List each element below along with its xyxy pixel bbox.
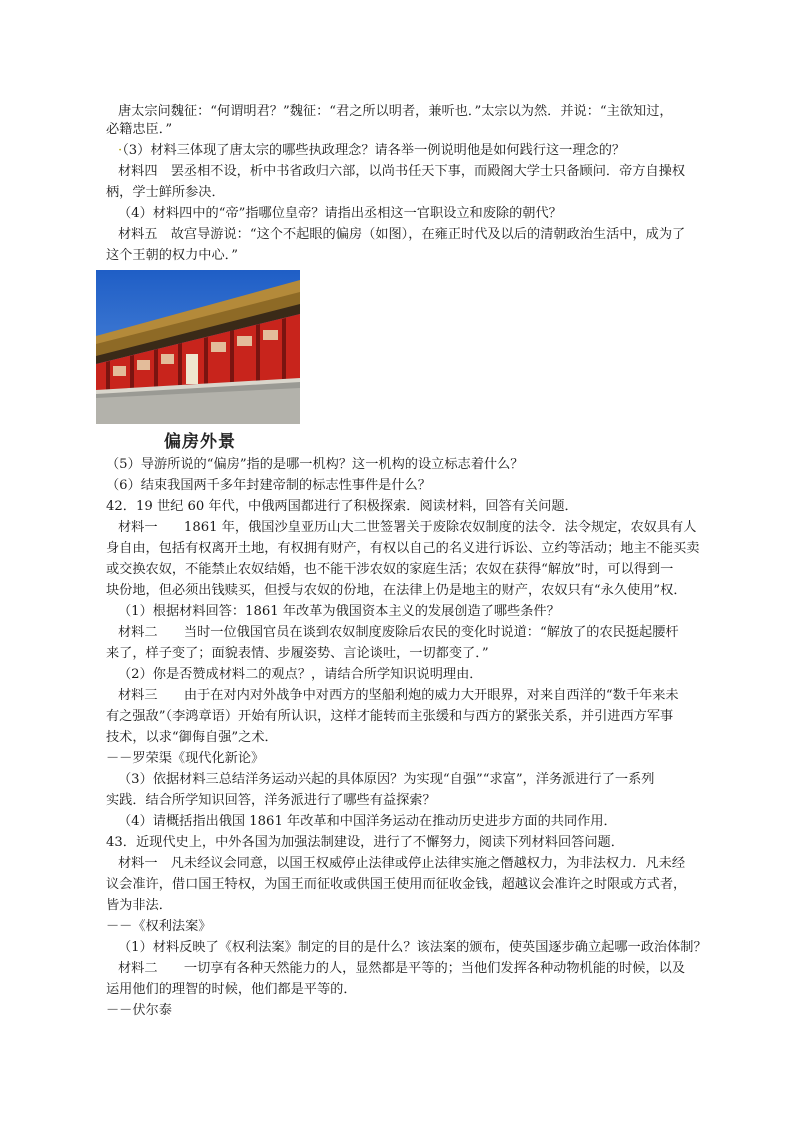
text-line: 材料五 故宫导游说：“这个不起眼的偏房（如图），在雍正时代及以后的清朝政治生活中，成为了 [118,227,686,242]
text-line [118,142,625,160]
text-line: 或交换农奴，不能禁止农奴结婚，也不能干涉农奴的家庭生活；农奴在获得“解放”时，可以得到一 [106,562,674,577]
text-line: （3）依据材料三总结洋务运动兴起的具体原因？为实现“自强”“求富”，洋务派进行了一系列 [118,772,655,787]
text-line: 块份地，但必须出钱赎买，但授与农奴的份地，在法律上仍是地主的财产，农奴只有“永久使用”权． [106,583,687,598]
text-line: 材料四 罢丞相不设，析中书省政归六部，以尚书任天下事，而殿阁大学士只备顾问．帝方自操权 [118,164,686,179]
text-line: －－《权利法案》 [106,919,212,934]
text-line: （5）导游所说的“偏房”指的是哪一机构？这一机构的设立标志着什么？ [106,457,524,472]
text-line: 技术，以求“御侮自强”之术． [106,730,278,745]
text-line: （1）材料反映了《权利法案》制定的目的是什么？该法案的颁布，使英国逐步确立起哪一政治体制？ [118,940,707,955]
text-line: 材料一 1861 年，俄国沙皇亚历山大二世签署关于废除农奴制度的法令．法令规定，农奴具有人 [118,520,697,535]
text-line: 有之强敌”（李鸿章语）开始有所认识，这样才能转而主张缓和与西方的紧张关系，并引进西方军事 [106,709,674,724]
text-line: 42．19 世纪 60 年代，中俄两国都进行了积极探索．阅读材料，回答有关问题． [106,499,578,514]
text-line: （2）你是否赞成材料二的观点？，请结合所学知识说明理由． [118,667,483,682]
text-line: 这个王朝的权力中心．” [106,248,239,263]
text-line: －－罗荣渠《现代化新论》 [106,751,265,766]
text-line: （4）请概括指出俄国 1861 年改革和中国洋务运动在推动历史进步方面的共同作用． [118,814,617,829]
bullet-dot: · [118,143,123,158]
text-line: 必籍忠臣．” [106,122,173,137]
text-line: 唐太宗问魏征：“何谓明君？”魏征：“君之所以明者，兼听也．”太宗以为然．并说：“主欲知过， [118,104,673,119]
question-text: （3）材料三体现了唐太宗的哪些执政理念？请各举一例说明他是如何践行这一理念的？ [122,143,626,158]
text-line: 运用他们的理智的时候，他们都是平等的． [106,982,357,997]
figure-caption-text: 偏房外景 [164,432,236,452]
text-line: 议会准许，借口国王特权，为国王而征收或供国王使用而征收金钱，超越议会准许之时限或方式者， [106,877,687,892]
building-photo-svg [96,270,300,424]
text-line: 材料二 当时一位俄国官员在谈到农奴制度废除后农民的变化时说道：“解放了的农民挺起腰杆 [118,625,679,640]
text-line: 实践．结合所学知识回答，洋务派进行了哪些有益探索？ [106,793,436,808]
text-line: （6）结束我国两千多年封建帝制的标志性事件是什么？ [106,478,431,493]
text-line: 43．近现代史上，中外各国为加强法制建设，进行了不懈努力，阅读下列材料回答问题． [106,835,624,850]
text-line: （1）根据材料回答：1861 年改革为俄国资本主义的发展创造了哪些条件？ [118,604,560,619]
text-line: －－伏尔泰 [106,1003,172,1018]
text-line: 材料一 凡未经议会同意，以国王权威停止法律或停止法律实施之僭越权力，为非法权力．凡未经 [118,856,686,871]
text-line: 材料三 由于在对内对外战争中对西方的坚船利炮的威力大开眼界，对来自西洋的“数千年来未 [118,688,679,703]
text-line: 身自由，包括有权离开土地，有权拥有财产，有权以自己的名义进行诉讼、立约等活动；地主不能买卖 [106,541,700,556]
text-line: 皆为非法． [106,898,172,913]
figure-caption [96,424,300,451]
text-line: 柄，学士鲜所参决． [106,185,225,200]
text-line: 来了，样子变了；面貌表情、步履姿势、言论谈吐，一切都变了．” [106,646,489,661]
text-line: （4）材料四中的“帝”指哪位皇帝？请指出丞相这一官职设立和废除的朝代？ [118,206,562,221]
building-photo [96,270,300,424]
text-line: 材料二 一切享有各种天然能力的人，显然都是平等的；当他们发挥各种动物机能的时候，以及 [118,961,686,976]
